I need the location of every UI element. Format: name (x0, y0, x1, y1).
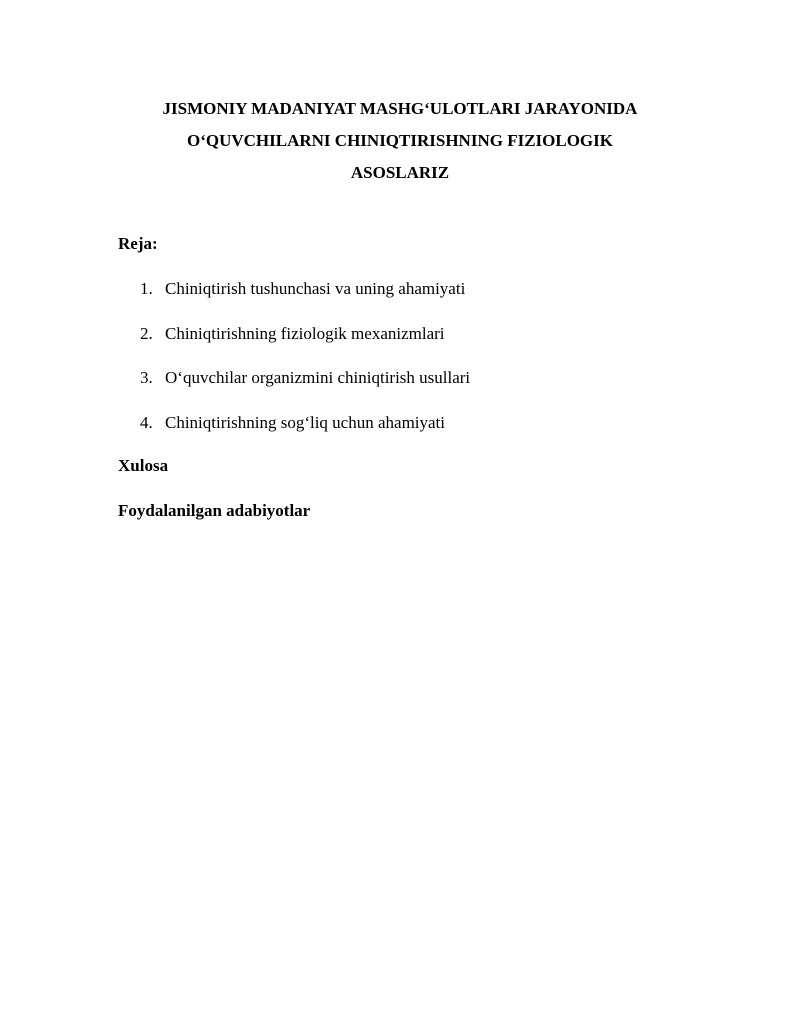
title-line: ASOSLARIZ (350, 163, 450, 182)
plan-item (140, 277, 470, 322)
plan-item-text: Chiniqtirishning fiziologik mexanizmlari (165, 323, 445, 343)
plan-item-text: Chiniqtirishning sog‘liq uchun ahamiyati (165, 412, 446, 432)
plan-list (140, 277, 470, 455)
plan-item (140, 411, 470, 456)
plan-item (140, 366, 470, 411)
title-line: O‘QUVCHILARNI CHINIQTIRISHNING FIZIOLOGIK (186, 131, 613, 150)
document-title (100, 93, 700, 189)
plan-item-text: O‘quvchilar organizmini chiniqtirish usullari (165, 368, 471, 387)
plan-heading: Reja: (118, 234, 158, 253)
title-line: JISMONIY MADANIYAT MASHG‘ULOTLARI JARAYONIDA (162, 99, 638, 118)
plan-item-number: 2. (140, 323, 153, 343)
plan-item-number: 1. (140, 279, 153, 298)
conclusion-heading: Xulosa (118, 456, 169, 475)
plan-item (140, 322, 470, 367)
plan-item-number: 3. (140, 368, 153, 387)
plan-item-number: 4. (140, 412, 153, 432)
references-heading: Foydalanilgan adabiyotlar (118, 501, 311, 520)
plan-item-text: Chiniqtirish tushunchasi va uning ahamiyati (165, 279, 466, 298)
